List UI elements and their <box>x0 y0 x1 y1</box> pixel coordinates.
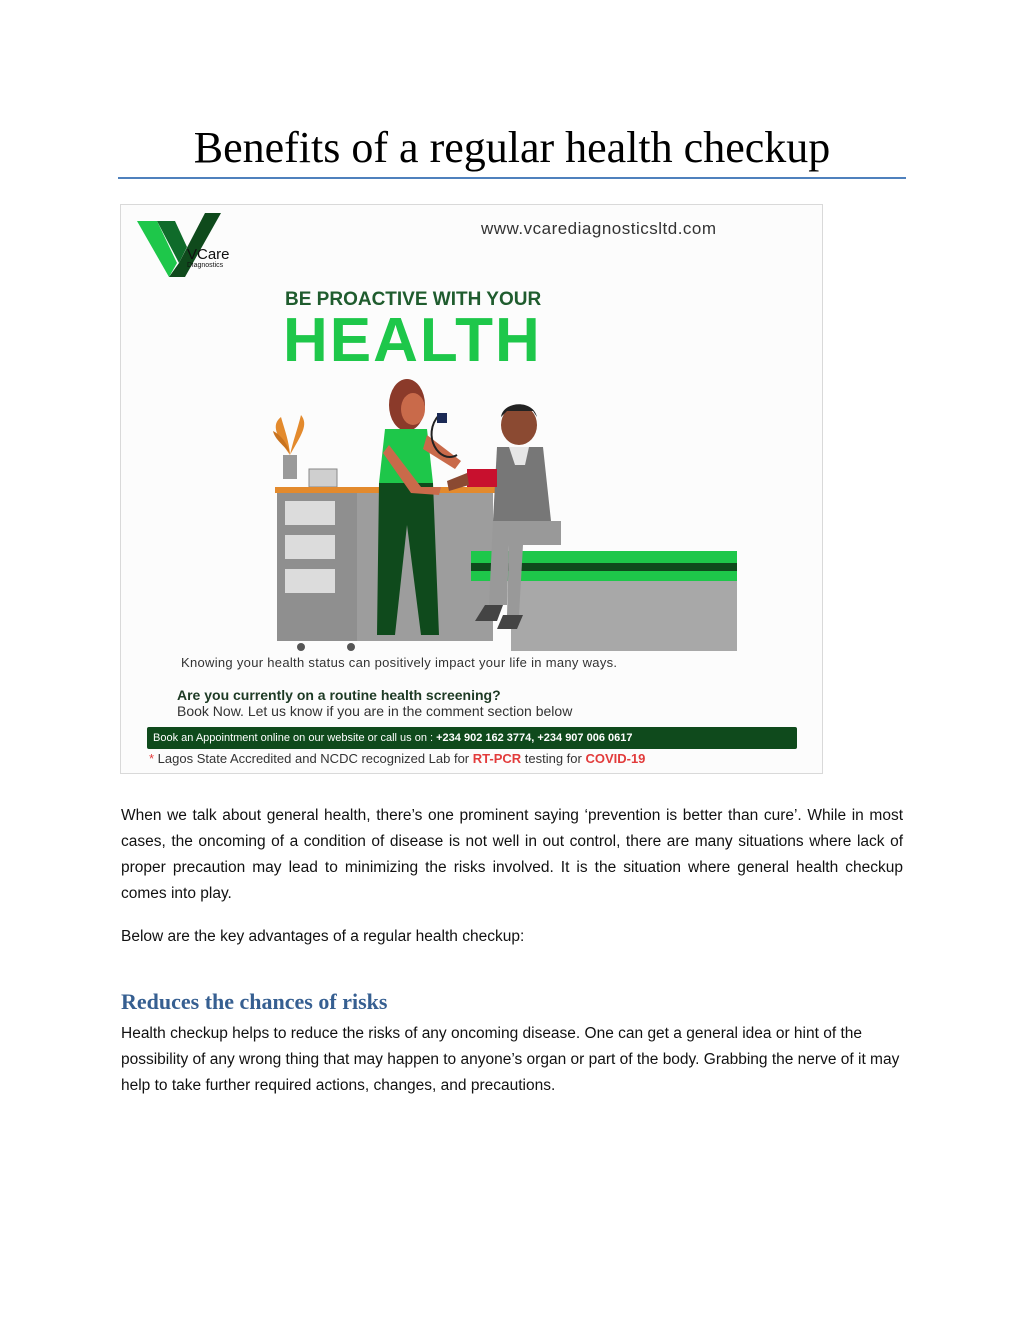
asterisk-icon: * <box>149 751 155 766</box>
section-heading: Reduces the chances of risks <box>121 989 388 1014</box>
accreditation-text-2: testing for <box>521 751 586 766</box>
contact-bar-phones: +234 902 162 3774, +234 907 006 0617 <box>436 732 633 744</box>
logo-wordmark <box>187 247 230 270</box>
poster-headline-big: HEALTH <box>283 306 542 375</box>
poster-headline-small: BE PROACTIVE WITH YOUR <box>285 289 542 310</box>
poster-website: www.vcarediagnosticsltd.com <box>481 219 717 238</box>
poster-accreditation <box>149 751 645 766</box>
intro-paragraph: When we talk about general health, there’s one prominent saying ‘prevention is better than cure’. While in most cases, the oncoming of a condition of disease is not well in out control, there are many situations where lack of proper precaution may lead to minimizing the risks involved. It is the situation where general health checkup comes into play. <box>121 807 903 902</box>
logo-brand-text: VCare <box>187 246 230 263</box>
doctor-patient-illustration <box>271 365 741 655</box>
logo-sub-text: Diagnostics <box>187 262 224 269</box>
poster-tagline: Knowing your health status can positively impact your life in many ways. <box>181 655 618 670</box>
advantages-intro-paragraph: Below are the key advantages of a regular health checkup: <box>121 928 525 945</box>
promo-poster-image <box>120 204 823 774</box>
title-underline <box>118 177 906 179</box>
accreditation-rtpcr: RT-PCR <box>472 751 522 766</box>
poster-contact-bar <box>147 727 797 749</box>
section-body: Health checkup helps to reduce the risks of any oncoming disease. One can get a general idea or hint of the possibility of any wrong thing that may happen to anyone’s organ or part of the body. Grabbing the nerve of it may help to take further required actions, changes, and precautions. <box>121 1025 900 1094</box>
poster-question: Are you currently on a routine health screening? <box>177 687 501 703</box>
accreditation-text-1: Lagos State Accredited and NCDC recognized Lab for <box>154 751 473 766</box>
poster-book-text: Book Now. Let us know if you are in the comment section below <box>177 703 573 719</box>
contact-bar-text: Book an Appointment online on our website or call us on : <box>153 732 437 744</box>
page-title: Benefits of a regular health checkup <box>193 123 831 172</box>
accreditation-covid: COVID-19 <box>585 751 646 766</box>
